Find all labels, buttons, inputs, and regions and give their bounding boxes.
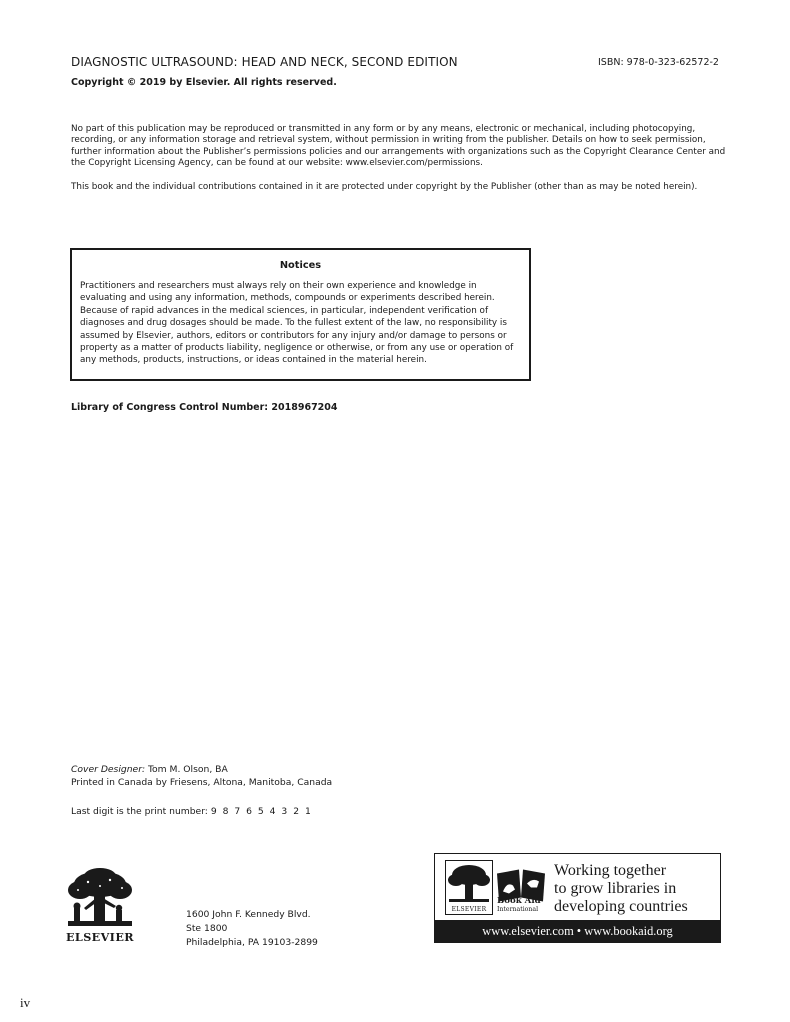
tagline-line: Working together [554,862,667,879]
book-title-header: DIAGNOSTIC ULTRASOUND: HEAD AND NECK, SECOND EDITION [71,55,458,69]
print-number-digits: 9 8 7 6 5 4 3 2 1 [210,806,311,817]
reproduction-paragraph: No part of this publication may be reproduced or transmitted in any form or by any means, electronic or mechanical, including photocopying, recording, or any information storage and retrieval system, without permission in writing from the publisher. Details on how to seek permission, further information about the Publisher’s permissions policies and our arrangements with organizations such as the Copyright Clearance Center and the Copyright Licensing Agency, can be found at our website: www.elsevier.com/permissions. [71,124,726,168]
print-number-label: Last digit is the print number: [71,806,208,817]
cover-designer-name: Tom M. Olson, BA [148,764,228,775]
elsevier-small-tree-icon [446,862,492,904]
notices-heading: Notices [279,260,322,271]
print-number-line [71,806,311,817]
publisher-address [186,908,318,950]
copyright-line: Copyright © 2019 by Elsevier. All rights reserved. [71,77,337,88]
lccn-label: Library of Congress Control Number: [71,402,269,413]
elsevier-small-logo [445,860,493,915]
lccn-value: 2018967204 [271,402,338,413]
protection-paragraph: This book and the individual contributions contained in it are protected under copyright by the Publisher (other than as may be noted herein). [71,182,698,192]
cover-designer-label: Cover Designer: [71,764,146,775]
elsevier-small-wordmark: ELSEVIER [451,906,487,913]
page-number: iv [20,995,31,1010]
isbn: ISBN: 978-0-323-62572-2 [598,57,719,68]
address-line: Philadelphia, PA 19103-2899 [186,937,318,948]
elsevier-tree-icon [66,868,134,928]
book-aid-tagline [554,862,688,916]
cover-designer-line [71,764,228,775]
address-line: 1600 John F. Kennedy Blvd. [186,909,311,920]
address-line: Ste 1800 [186,923,228,934]
elsevier-wordmark: ELSEVIER [66,930,134,944]
book-aid-urls: www.elsevier.com • www.bookaid.org [435,920,720,942]
book-aid-name: Book Aid [497,896,541,906]
notices-body: Practitioners and researchers must always rely on their own experience and knowledge in evaluating and using any information, methods, compounds or experiments described herein. Because of rapid advances in the medical sciences, in particular, independent verification of diagnoses and drug dosages should be made. To the fullest extent of the law, no responsibility is assumed by Elsevier, authors, editors or contributors for any injury and/or damage to persons or property as a matter of products liability, negligence or otherwise, or from any use or operation of any methods, products, instructions, or ideas contained in the material herein. [80,281,514,366]
tagline-line: developing countries [554,898,688,915]
elsevier-logo [66,868,134,946]
notices-box [70,248,531,381]
printed-in-line: Printed in Canada by Friesens, Altona, Manitoba, Canada [71,777,333,788]
tagline-line: to grow libraries in [554,880,677,897]
book-aid-international: International [497,906,539,913]
book-aid-panel [434,853,721,943]
lccn-line [71,402,338,413]
